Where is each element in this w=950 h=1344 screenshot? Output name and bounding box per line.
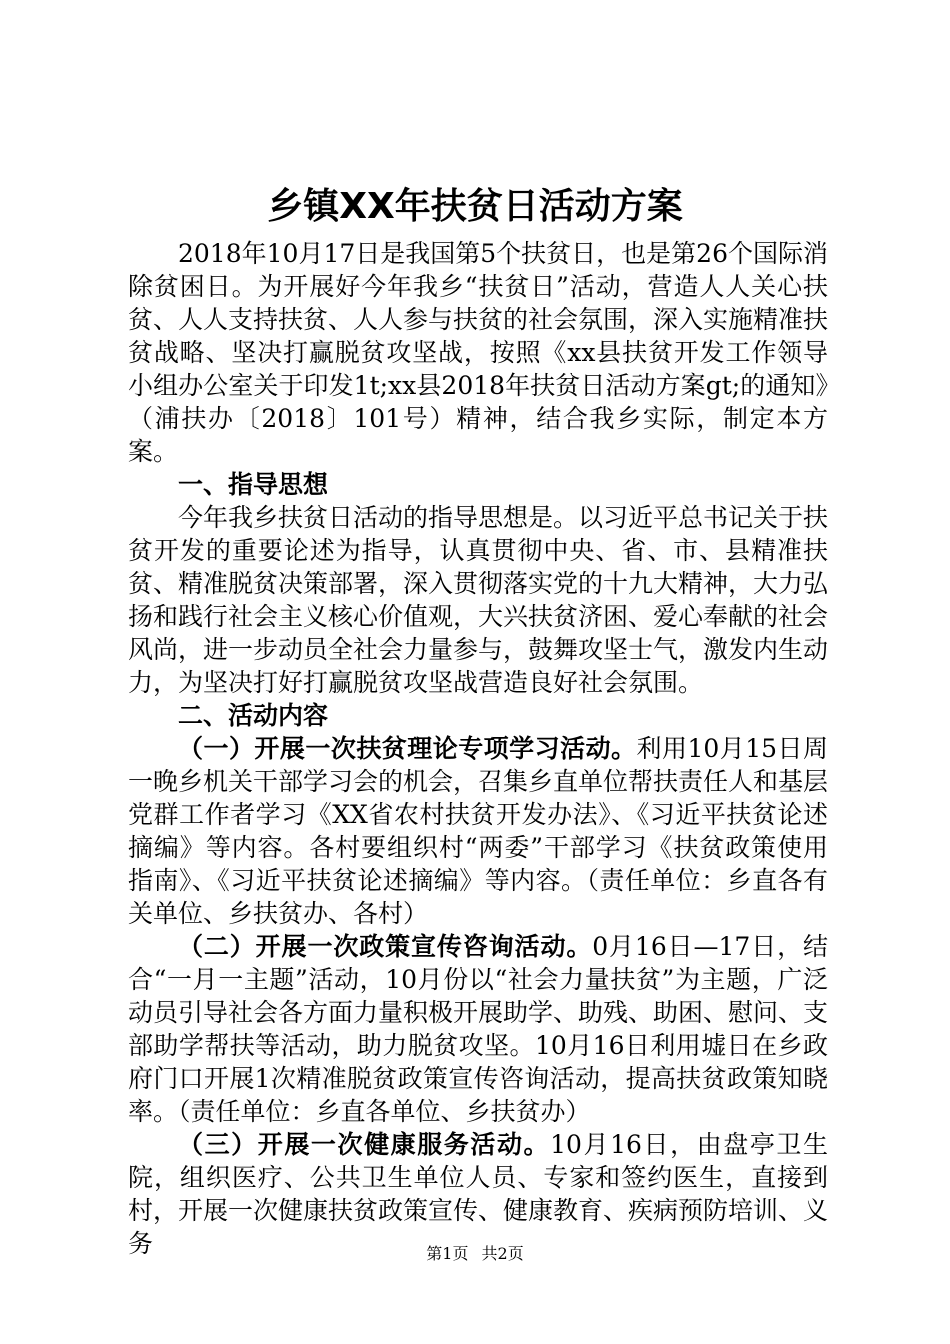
activity-item-2-text: 0月16日—17日，结合“一月一主题”活动，10月份以“社会力量扶贫”为主题，广泛动员引导社会各方面力量积极开展助学、助残、助困、慰问、支部助学帮扶等活动，助力脱贫攻坚。10月16日利用墟日在乡政府门口开展1次精准脱贫政策宣传咨询活动，提高扶贫政策知晓率。（责任单位：乡直各单位、乡扶贫办）	[128, 932, 829, 1126]
page-number-total: 共2页	[481, 1244, 524, 1263]
activity-item-3-lead: （三）开展一次健康服务活动。	[178, 1130, 551, 1159]
activity-item-1	[128, 732, 828, 930]
document-body	[128, 237, 828, 1260]
section-heading-guiding-ideology: 一、指导思想	[178, 470, 329, 499]
page-footer	[0, 1244, 950, 1264]
activity-item-2	[128, 930, 828, 1128]
activity-item-1-lead: （一）开展一次扶贫理论专项学习活动。	[178, 734, 637, 763]
guiding-ideology-paragraph: 今年我乡扶贫日活动的指导思想是。以习近平总书记关于扶贫开发的重要论述为指导，认真贯彻中央、省、市、县精准扶贫、精准脱贫决策部署，深入贯彻落实党的十九大精神，大力弘扬和践行社会主义核心价值观，大兴扶贫济困、爱心奉献的社会风尚，进一步动员全社会力量参与，鼓舞攻坚士气，激发内生动力，为坚决打好打赢脱贫攻坚战营造良好社会氛围。	[128, 503, 829, 697]
intro-paragraph: 2018年10月17日是我国第5个扶贫日，也是第26个国际消除贫困日。为开展好今年我乡“扶贫日”活动，营造人人关心扶贫、人人支持扶贫、人人参与扶贫的社会氛围，深入实施精准扶贫战略、坚决打赢脱贫攻坚战，按照《xx县扶贫开发工作领导小组办公室关于印发1t;xx县2018年扶贫日活动方案gt;的通知》（浦扶办〔2018〕101号）精神，结合我乡实际，制定本方案。	[128, 239, 829, 466]
document-title: 乡镇XX年扶贫日活动方案	[267, 186, 683, 227]
activity-item-3	[128, 1128, 828, 1260]
page-number-current: 第1页	[426, 1244, 469, 1263]
section-heading-activity-content: 二、活动内容	[178, 701, 329, 730]
activity-item-3-text: 10月16日，由盘亭卫生院，组织医疗、公共卫生单位人员、专家和签约医生，直接到村，开展一次健康扶贫政策宣传、健康教育、疾病预防培训、义务	[128, 1130, 829, 1258]
activity-item-1-text: 利用10月15日周一晚乡机关干部学习会的机会，召集乡直单位帮扶责任人和基层党群工作者学习《XX省农村扶贫开发办法》、《习近平扶贫论述摘编》等内容。各村要组织村“两委”干部学习《扶贫政策使用指南》、《习近平扶贫论述摘编》等内容。（责任单位：乡直各有关单位、乡扶贫办、各村）	[128, 734, 829, 928]
activity-item-2-lead: （二）开展一次政策宣传咨询活动。	[178, 932, 593, 961]
